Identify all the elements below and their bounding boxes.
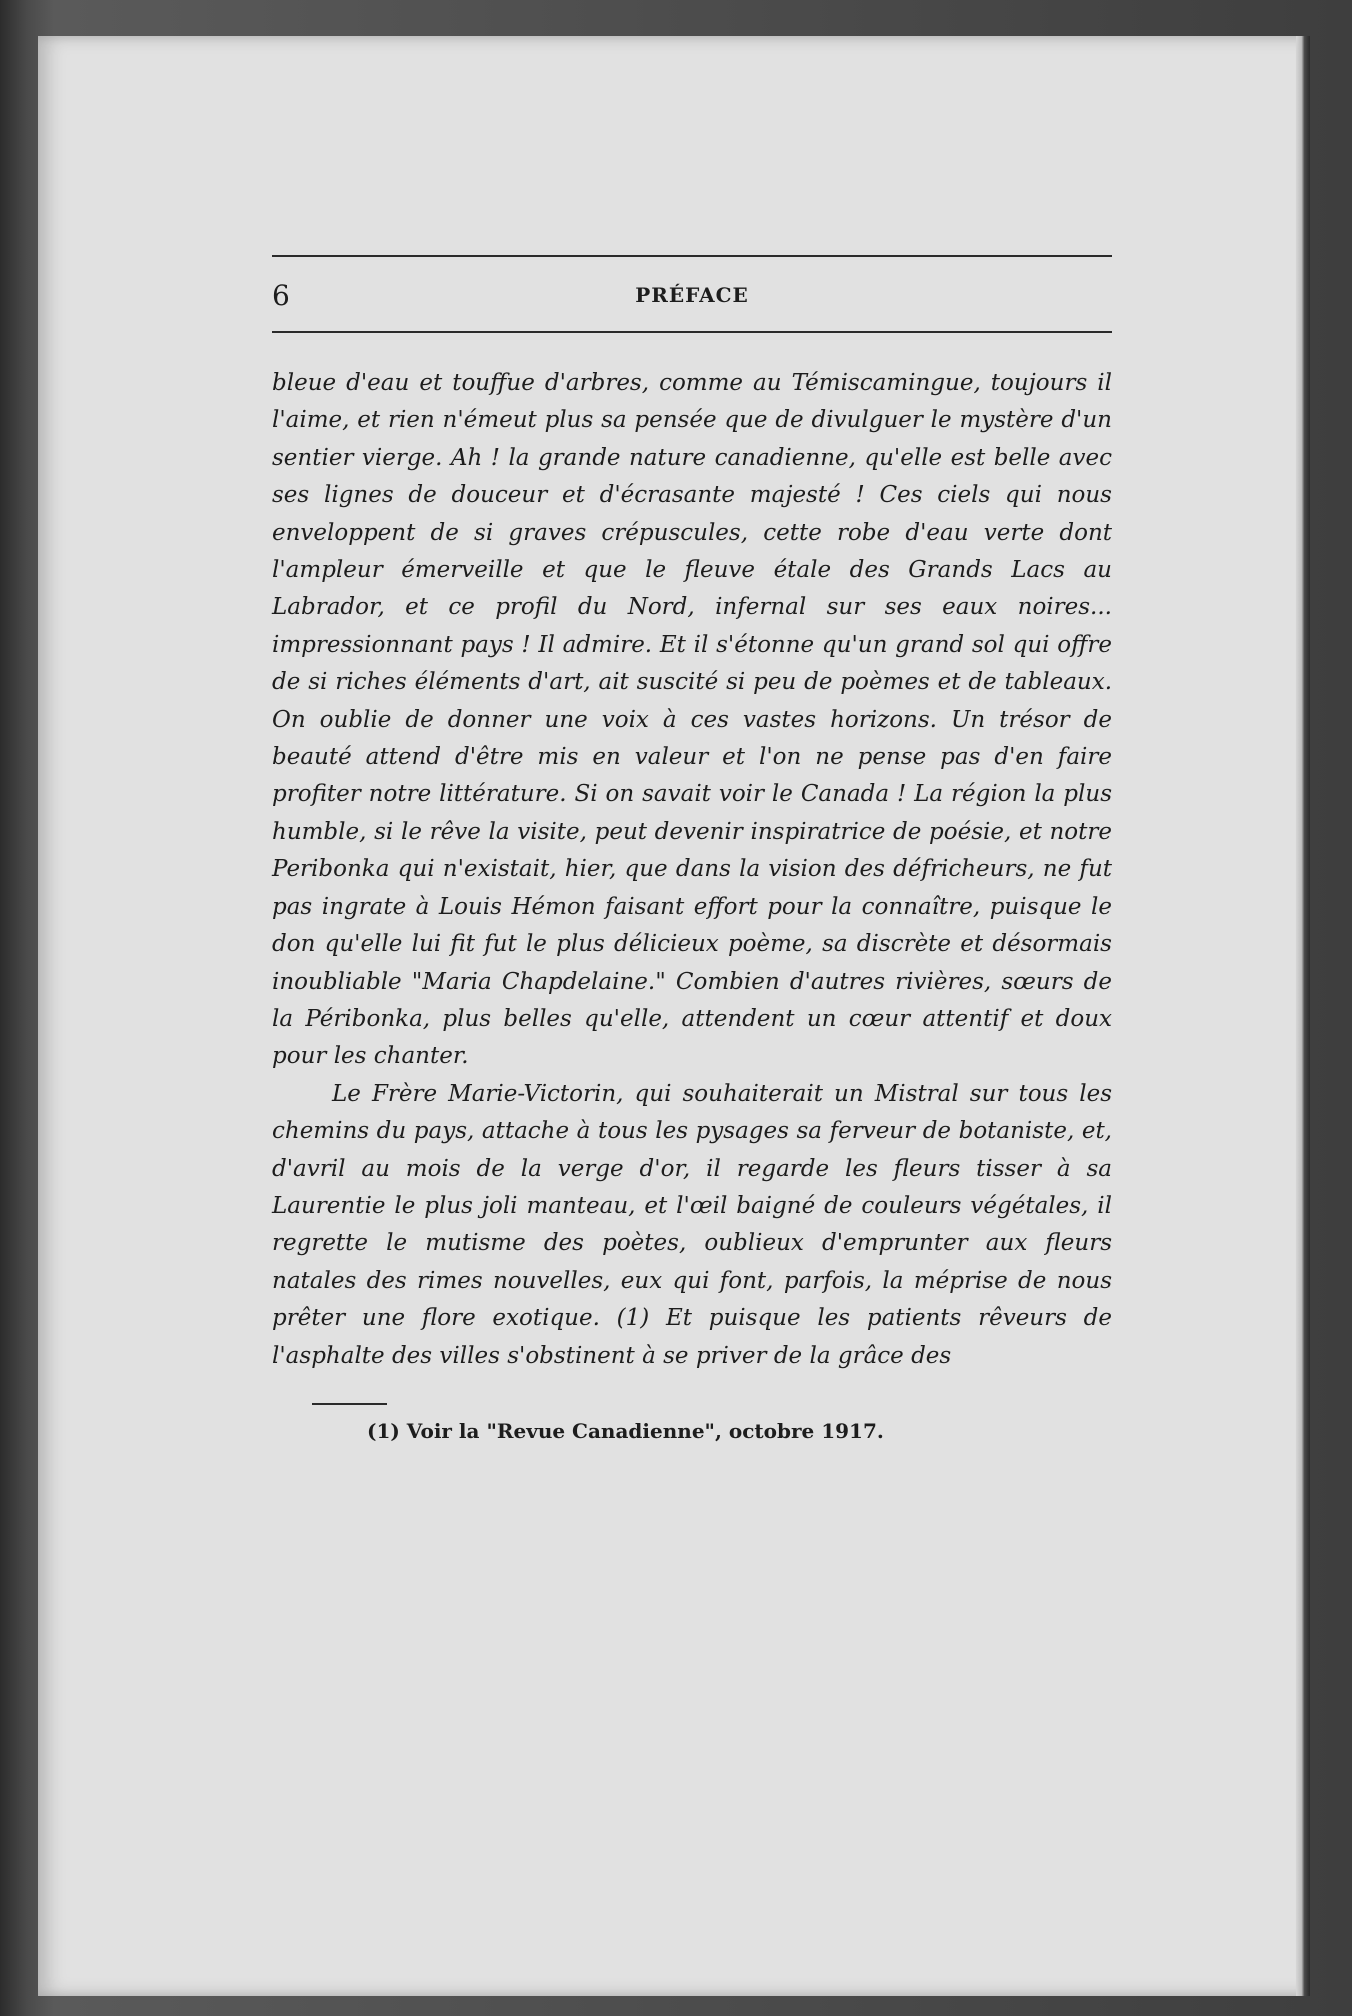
paragraph-2: Le Frère Marie-Victorin, qui souhaiterait un Mistral sur tous les chemins du pays, attache à tous les pysages sa ferveur de botaniste, et, d'avril au mois de la verge d'or, il regarde les fleurs tisser à sa Laurentie le plus joli manteau, et l'œil baigné de couleurs végétales, il regrette le mutisme des poètes, oublieux d'emprunter aux fleurs natales des rimes nouvelles, eux qui font, parfois, la méprise de nous prêter une flore exotique. (1) Et puisque les patients rêveurs de l'asphalte des villes s'obstinent à se priver de la grâce des (272, 1080, 1112, 1369)
page-header (272, 257, 1112, 331)
running-head: PRÉFACE (635, 283, 749, 307)
header-rule-bottom (272, 331, 1112, 333)
page-edge (1296, 36, 1310, 1996)
footnote-rule (312, 1403, 387, 1405)
body-text (272, 365, 1112, 1375)
page-number: 6 (272, 279, 290, 312)
footnote: (1) Voir la "Revue Canadienne", octobre 1917. (367, 1418, 884, 1443)
page-content (272, 255, 1112, 1443)
paragraph-1: bleue d'eau et touffue d'arbres, comme au Témiscamingue, toujours il l'aime, et rien n'émeut plus sa pensée que de divulguer le mystère d'un sentier vierge. Ah ! la grande nature canadienne, qu'elle est belle avec ses lignes de douceur et d'écrasante majesté ! Ces ciels qui nous enveloppent de si graves crépuscules, cette robe d'eau verte dont l'ampleur émerveille et que le fleuve étale des Grands Lacs au Labrador, et ce profil du Nord, infernal sur ses eaux noires... impressionnant pays ! Il admire. Et il s'étonne qu'un grand sol qui offre de si riches éléments d'art, ait suscité si peu de poèmes et de tableaux. On oublie de donner une voix à ces vastes horizons. Un trésor de beauté attend d'être mis en valeur et l'on ne pense pas d'en faire profiter notre littérature. Si on savait voir le Canada ! La région la plus humble, si le rêve la visite, peut devenir inspiratrice de poésie, et notre Peribonka qui n'existait, hier, que dans la vision des défricheurs, ne fut pas ingrate à Louis Hémon faisant effort pour la connaître, puisque le don qu'elle lui fit fut le plus délicieux poème, sa discrète et désormais inoubliable "Maria Chapdelaine." Combien d'autres rivières, sœurs de la Péribonka, plus belles qu'elle, attendent un cœur attentif et doux pour les chanter. (272, 370, 1112, 1070)
